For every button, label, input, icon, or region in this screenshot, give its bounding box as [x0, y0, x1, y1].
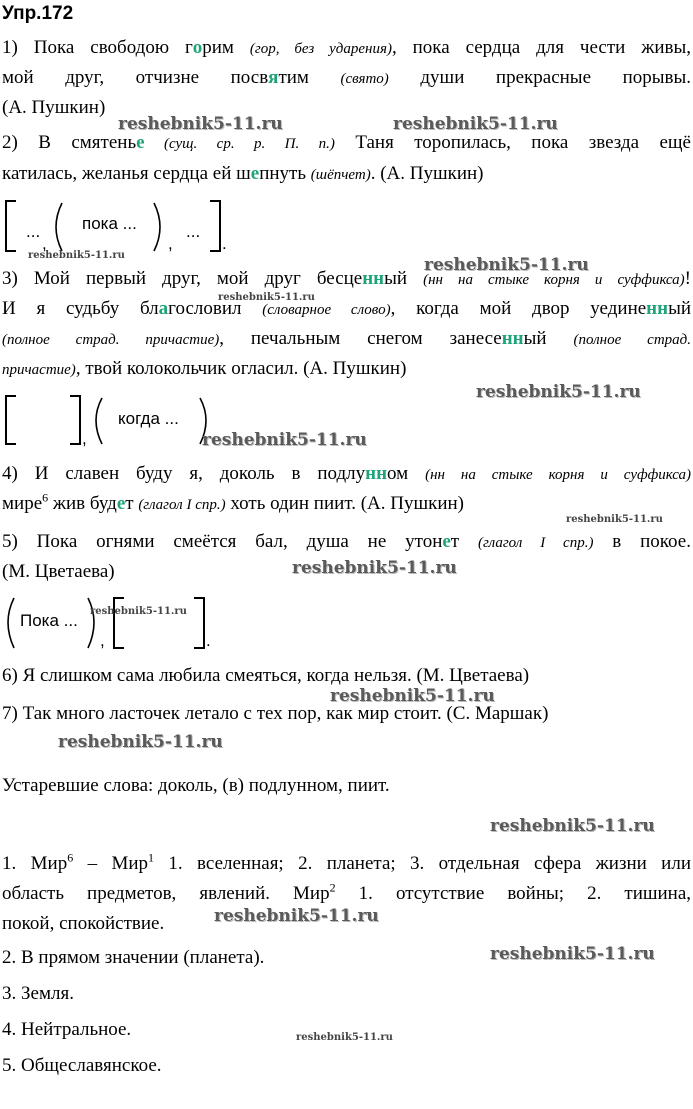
- sentence-5-line-2: (М. Цветаева): [2, 561, 115, 582]
- watermark: reshebnik5-11.ru: [28, 250, 125, 261]
- sentence-3-line-2: И я судьбу благословил (словарное слово), когда мой двор уединенный: [2, 298, 692, 319]
- svg-text:,: ,: [100, 631, 105, 650]
- svg-text:.: .: [222, 234, 227, 253]
- watermark: reshebnik5-11.ru: [476, 382, 641, 402]
- svg-text:.: .: [206, 631, 211, 650]
- watermark: reshebnik5-11.ru: [202, 430, 367, 450]
- exercise-title: Упр.172: [2, 3, 74, 24]
- answer-4: 4. Нейтральное.: [2, 1019, 132, 1040]
- watermark: reshebnik5-11.ru: [118, 114, 283, 134]
- watermark: reshebnik5-11.ru: [296, 1032, 393, 1043]
- sentence-2-line-2: катилась, желанья сердца ей шепнуть (шёпчет). (А. Пушкин): [2, 163, 484, 184]
- sentence-1-line-2: мой друг, отчизне посвятим (свято) души прекрасные порывы.: [2, 67, 691, 88]
- sentence-1-line-1: 1) Пока свободою горим (гор, без ударения), пока сердца для чести живы,: [2, 37, 692, 58]
- sentence-4-line-1: 4) И славен буду я, доколь в подлунном (нн на стыке корня и суффикса): [2, 463, 691, 484]
- answer-1-line-2: область предметов, явлений. Мир$^2$ 1. отсутствие войны; 2. тишина,: [2, 880, 692, 904]
- answer-1-line-1: 1. Мир$^6$ – Мир$^1$ 1. вселенная; 2. планета; 3. отдельная сфера жизни или: [2, 850, 692, 874]
- sentence-6: 6) Я слишком сама любила смеяться, когда нельзя. (М. Цветаева): [2, 665, 530, 686]
- answer-5: 5. Общеславянское.: [2, 1055, 162, 1076]
- svg-text:,: ,: [168, 234, 173, 253]
- svg-text:,: ,: [42, 234, 47, 253]
- svg-text:,: ,: [82, 429, 87, 448]
- answer-1-line-3: покой, спокойствие.: [2, 913, 165, 934]
- sentence-3-line-3: (полное страд. причастие), печальным снегом занесенный (полное страд.: [2, 328, 692, 349]
- answer-3: 3. Земля.: [2, 983, 74, 1004]
- watermark: reshebnik5-11.ru: [490, 816, 655, 836]
- sentence-5-line-1: 5) Пока огнями смеётся бал, душа не утонет (глагол I спр.) в покое.: [2, 531, 691, 552]
- sentence-5-scheme: [2, 594, 232, 656]
- obsolete-words: Устаревшие слова: доколь, (в) подлунном, пиит.: [2, 775, 390, 796]
- scheme-2-block-1: ...: [26, 222, 41, 241]
- scheme-5-block-1: Пока ...: [20, 611, 78, 630]
- scheme-3-block-2: когда ...: [118, 409, 179, 428]
- watermark: reshebnik5-11.ru: [90, 606, 187, 617]
- watermark: reshebnik5-11.ru: [424, 255, 589, 275]
- sentence-4-line-2: мире$^6$ жив будет (глагол I спр.) хоть один пиит. (А. Пушкин): [2, 490, 464, 514]
- sentence-1-line-3: (А. Пушкин): [2, 97, 106, 118]
- watermark: reshebnik5-11.ru: [292, 558, 457, 578]
- sentence-2-line-1: 2) В смятенье (сущ. ср. р. П. п.) Таня торопилась, пока звезда ещё: [2, 132, 691, 153]
- watermark: reshebnik5-11.ru: [58, 732, 223, 752]
- sentence-3-line-1: 3) Мой первый друг, мой друг бесценный (нн на стыке корня и суффикса)!: [2, 268, 691, 289]
- watermark: reshebnik5-11.ru: [490, 944, 655, 964]
- watermark: reshebnik5-11.ru: [214, 906, 379, 926]
- watermark: reshebnik5-11.ru: [566, 514, 663, 525]
- answer-2: 2. В прямом значении (планета).: [2, 947, 265, 968]
- watermark: reshebnik5-11.ru: [330, 686, 495, 706]
- watermark: reshebnik5-11.ru: [218, 292, 315, 303]
- scheme-2-block-3: ...: [186, 222, 201, 241]
- sentence-7: 7) Так много ласточек летало с тех пор, как мир стоит. (С. Маршак): [2, 703, 549, 724]
- scheme-2-block-2: пока ...: [82, 214, 137, 233]
- sentence-3-scheme: [2, 392, 222, 452]
- sentence-3-line-4: причастие), твой колокольчик огласил. (А. Пушкин): [2, 358, 407, 379]
- watermark: reshebnik5-11.ru: [393, 114, 558, 134]
